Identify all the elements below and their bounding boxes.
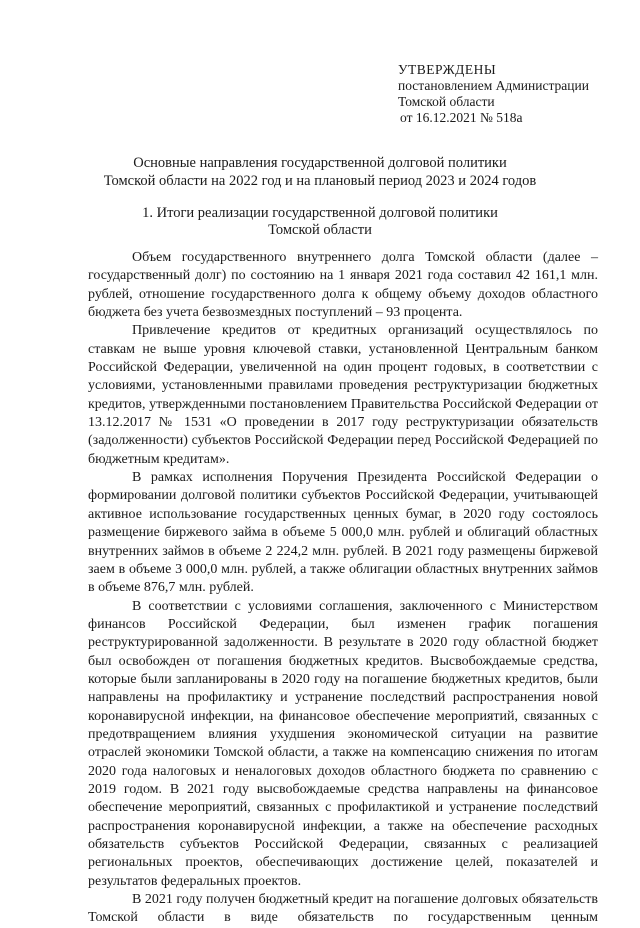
- paragraph-budget-credit: В 2021 году получен бюджетный кредит на погашение долговых обязательств Томской области в виде обязательств по государственным ценным: [88, 892, 598, 926]
- document-body: [88, 249, 598, 928]
- section-heading-line-2: Томской области: [268, 222, 372, 238]
- approval-stamp: [398, 62, 589, 126]
- section-heading: [40, 205, 600, 239]
- paragraph-debt-volume: Объем государственного внутреннего долга Томской области (далее – государственный долг) по состоянию на 1 января 2021 года составил 42 161,1 млн. рублей, отношение государственного долга к общему объему доходов областного бюджета без учета безвозмездных поступлений – 93 процента.: [88, 250, 598, 321]
- paragraph-securities: В рамках исполнения Поручения Президента Российской Федерации о формировании долговой политики субъектов Российской Федерации, учитывающей активное использование государственных ценных бумаг, в 2020 году состоялось размещение биржевого займа в объеме 5 000,0 млн. рублей и облигаций областных внутренних займов в объеме 2 224,2 млн. рублей. В 2021 году размещены биржевой заем в объеме 3 000,0 млн. рублей, а также облигации областных внутренних займов в объеме 876,7 млн. рублей.: [88, 470, 598, 596]
- approval-date: от 16.12.2021 № 518а: [400, 110, 523, 125]
- paragraph-restructuring: В соответствии с условиями соглашения, заключенного с Министерством финансов Российской Федерации, был изменен график погашения реструктурированной задолженности. В результате в 2020 году областной бюджет был освобожден от погашения бюджетных кредитов. Высвобождаемые средства, которые были запланированы в 2020 году на погашение бюджетных кредитов, были направлены на профилактику и устранение последствий распространения новой коронавирусной инфекции, на финансовое обеспечение мероприятий, связанных с предотвращением влияния ухудшения экономической ситуации на развитие отраслей экономики Томской области, а также на компенсацию снижения по итогам 2020 года налоговых и неналоговых доходов областного бюджета по сравнению с 2019 годом. В 2021 году высвобождаемые средства направлены на финансовое обеспечение мероприятий, связанных с профилактикой и устранение последствий распространения коронавирусной инфекции, а также на обеспечение расходных обязательств субъектов Российской Федерации, связанных с реализацией региональных проектов, обеспечивающих достижение целей, показателей и результатов федеральных проектов.: [88, 598, 598, 889]
- document-title: [40, 154, 600, 190]
- title-line-2: Томской области на 2022 год и на плановый период 2023 и 2024 годов: [103, 173, 537, 189]
- title-line-1: Основные направления государственной долговой политики: [133, 155, 507, 171]
- section-heading-line-1: 1. Итоги реализации государственной долговой политики: [142, 205, 498, 221]
- approval-line-1: постановлением Администрации: [398, 78, 589, 93]
- approval-line-2: Томской области: [398, 94, 495, 109]
- approval-heading: УТВЕРЖДЕНЫ: [398, 62, 497, 77]
- paragraph-bank-credits: Привлечение кредитов от кредитных организаций осуществлялось по ставкам не выше уровня ключевой ставки, установленной Центральным банком Российской Федерации, увеличенной на один процент годовых, в соответствии с условиями, установленными правилами проведения реструктуризации бюджетных кредитов, утвержденными постановлением Правительства Российской Федерации от 13.12.2017 № 1531 «О проведении в 2017 году реструктуризации обязательств (задолженности) субъектов Российской Федерации перед Российской Федерацией по бюджетным кредитам».: [88, 323, 598, 467]
